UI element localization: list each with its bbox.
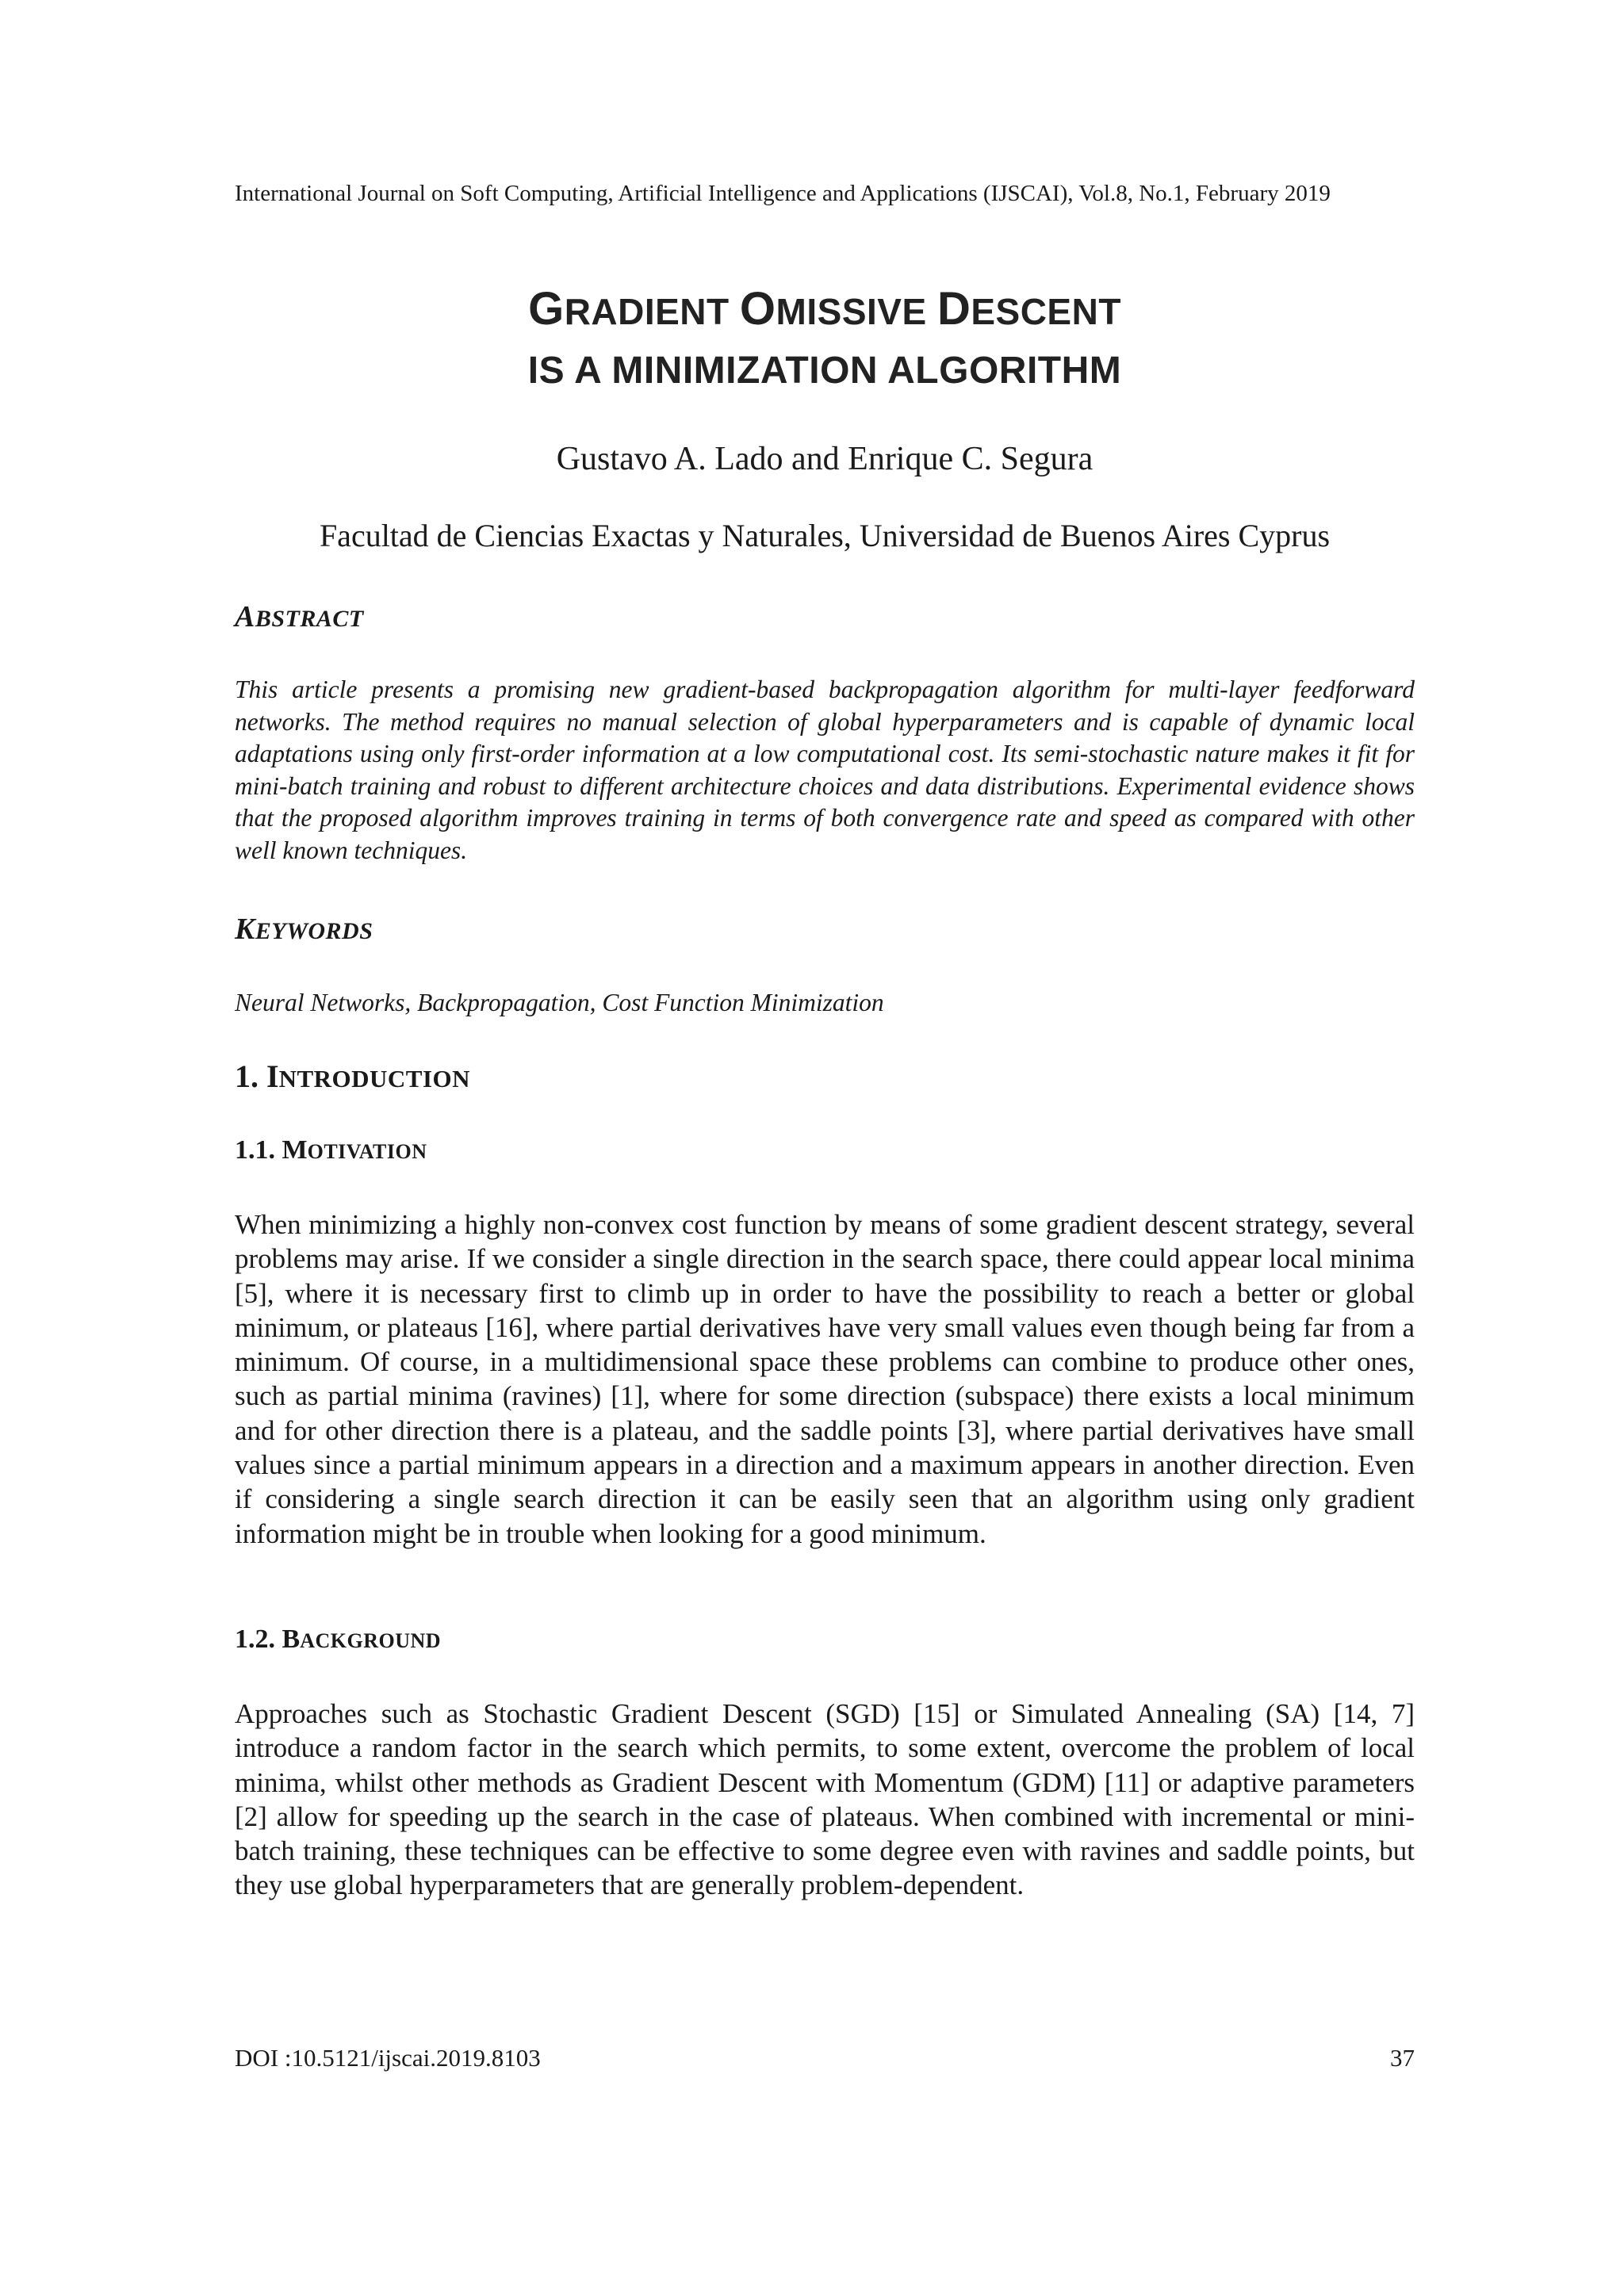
- section-heading-introduction: 1. INTRODUCTION: [235, 1058, 471, 1094]
- footer-doi: DOI :10.5121/ijscai.2019.8103: [235, 2044, 541, 2072]
- paper-title-line-2: IS A MINIMIZATION ALGORITHM: [527, 350, 1122, 392]
- motivation-paragraph: When minimizing a highly non-convex cost function by means of some gradient descent strategy, several problems may arise. If we consider a single direction in the search space, there could appear local minima [5], where it is necessary first to climb up in order to have the possibility to reach a better or global minimum, or plateaus [16], where partial derivatives have very small values even though being far from a minimum. Of course, in a multidimensional space these problems can combine to produce other ones, such as partial minima (ravines) [1], where for some direction (subspace) there exists a local minimum and for other direction there is a plateau, and the saddle points [3], where partial derivatives have small values since a partial minimum appears in a direction and a maximum appears in another direction. Even if considering a single search direction it can be easily seen that an algorithm using only gradient information might be in trouble when looking for a good minimum.: [235, 1209, 1415, 1549]
- page-number: 37: [1390, 2044, 1415, 2072]
- keywords-heading: KEYWORDS: [235, 913, 373, 946]
- subsection-heading-motivation: 1.1. MOTIVATION: [235, 1135, 427, 1165]
- keywords-text: Neural Networks, Backpropagation, Cost Function Minimization: [235, 989, 884, 1016]
- paper-title-line-1: GRADIENT OMISSIVE DESCENT: [528, 283, 1121, 335]
- abstract-text: This article presents a promising new gradient-based backpropagation algorithm for multi-layer feedforward networks. The method requires no manual selection of global hyperparameters and is capable of dynamic local adaptations using only first-order information at a low computational cost. Its semi-stochastic nature makes it fit for mini-batch training and robust to different architecture choices and data distributions. Experimental evidence shows that the proposed algorithm improves training in terms of both convergence rate and speed as compared with other well known techniques.: [235, 675, 1415, 864]
- authors: Gustavo A. Lado and Enrique C. Segura: [556, 441, 1094, 477]
- journal-header: International Journal on Soft Computing, Artificial Intelligence and Applications (IJSCAI), Vol.8, No.1, February 2019: [235, 181, 1331, 206]
- background-paragraph: Approaches such as Stochastic Gradient Descent (SGD) [15] or Simulated Annealing (SA) [14, 7] introduce a random factor in the search which permits, to some extent, overcome the problem of local minima, whilst other methods as Gradient Descent with Momentum (GDM) [11] or adaptive parameters [2] allow for speeding up the search in the case of plateaus. When combined with incremental or mini-batch training, these techniques can be effective to some degree even with ravines and saddle points, but they use global hyperparameters that are generally problem-dependent.: [235, 1698, 1415, 1901]
- abstract-heading: ABSTRACT: [235, 600, 364, 633]
- subsection-heading-background: 1.2. BACKGROUND: [235, 1624, 442, 1654]
- affiliation: Facultad de Ciencias Exactas y Naturales, Universidad de Buenos Aires Cyprus: [319, 518, 1331, 553]
